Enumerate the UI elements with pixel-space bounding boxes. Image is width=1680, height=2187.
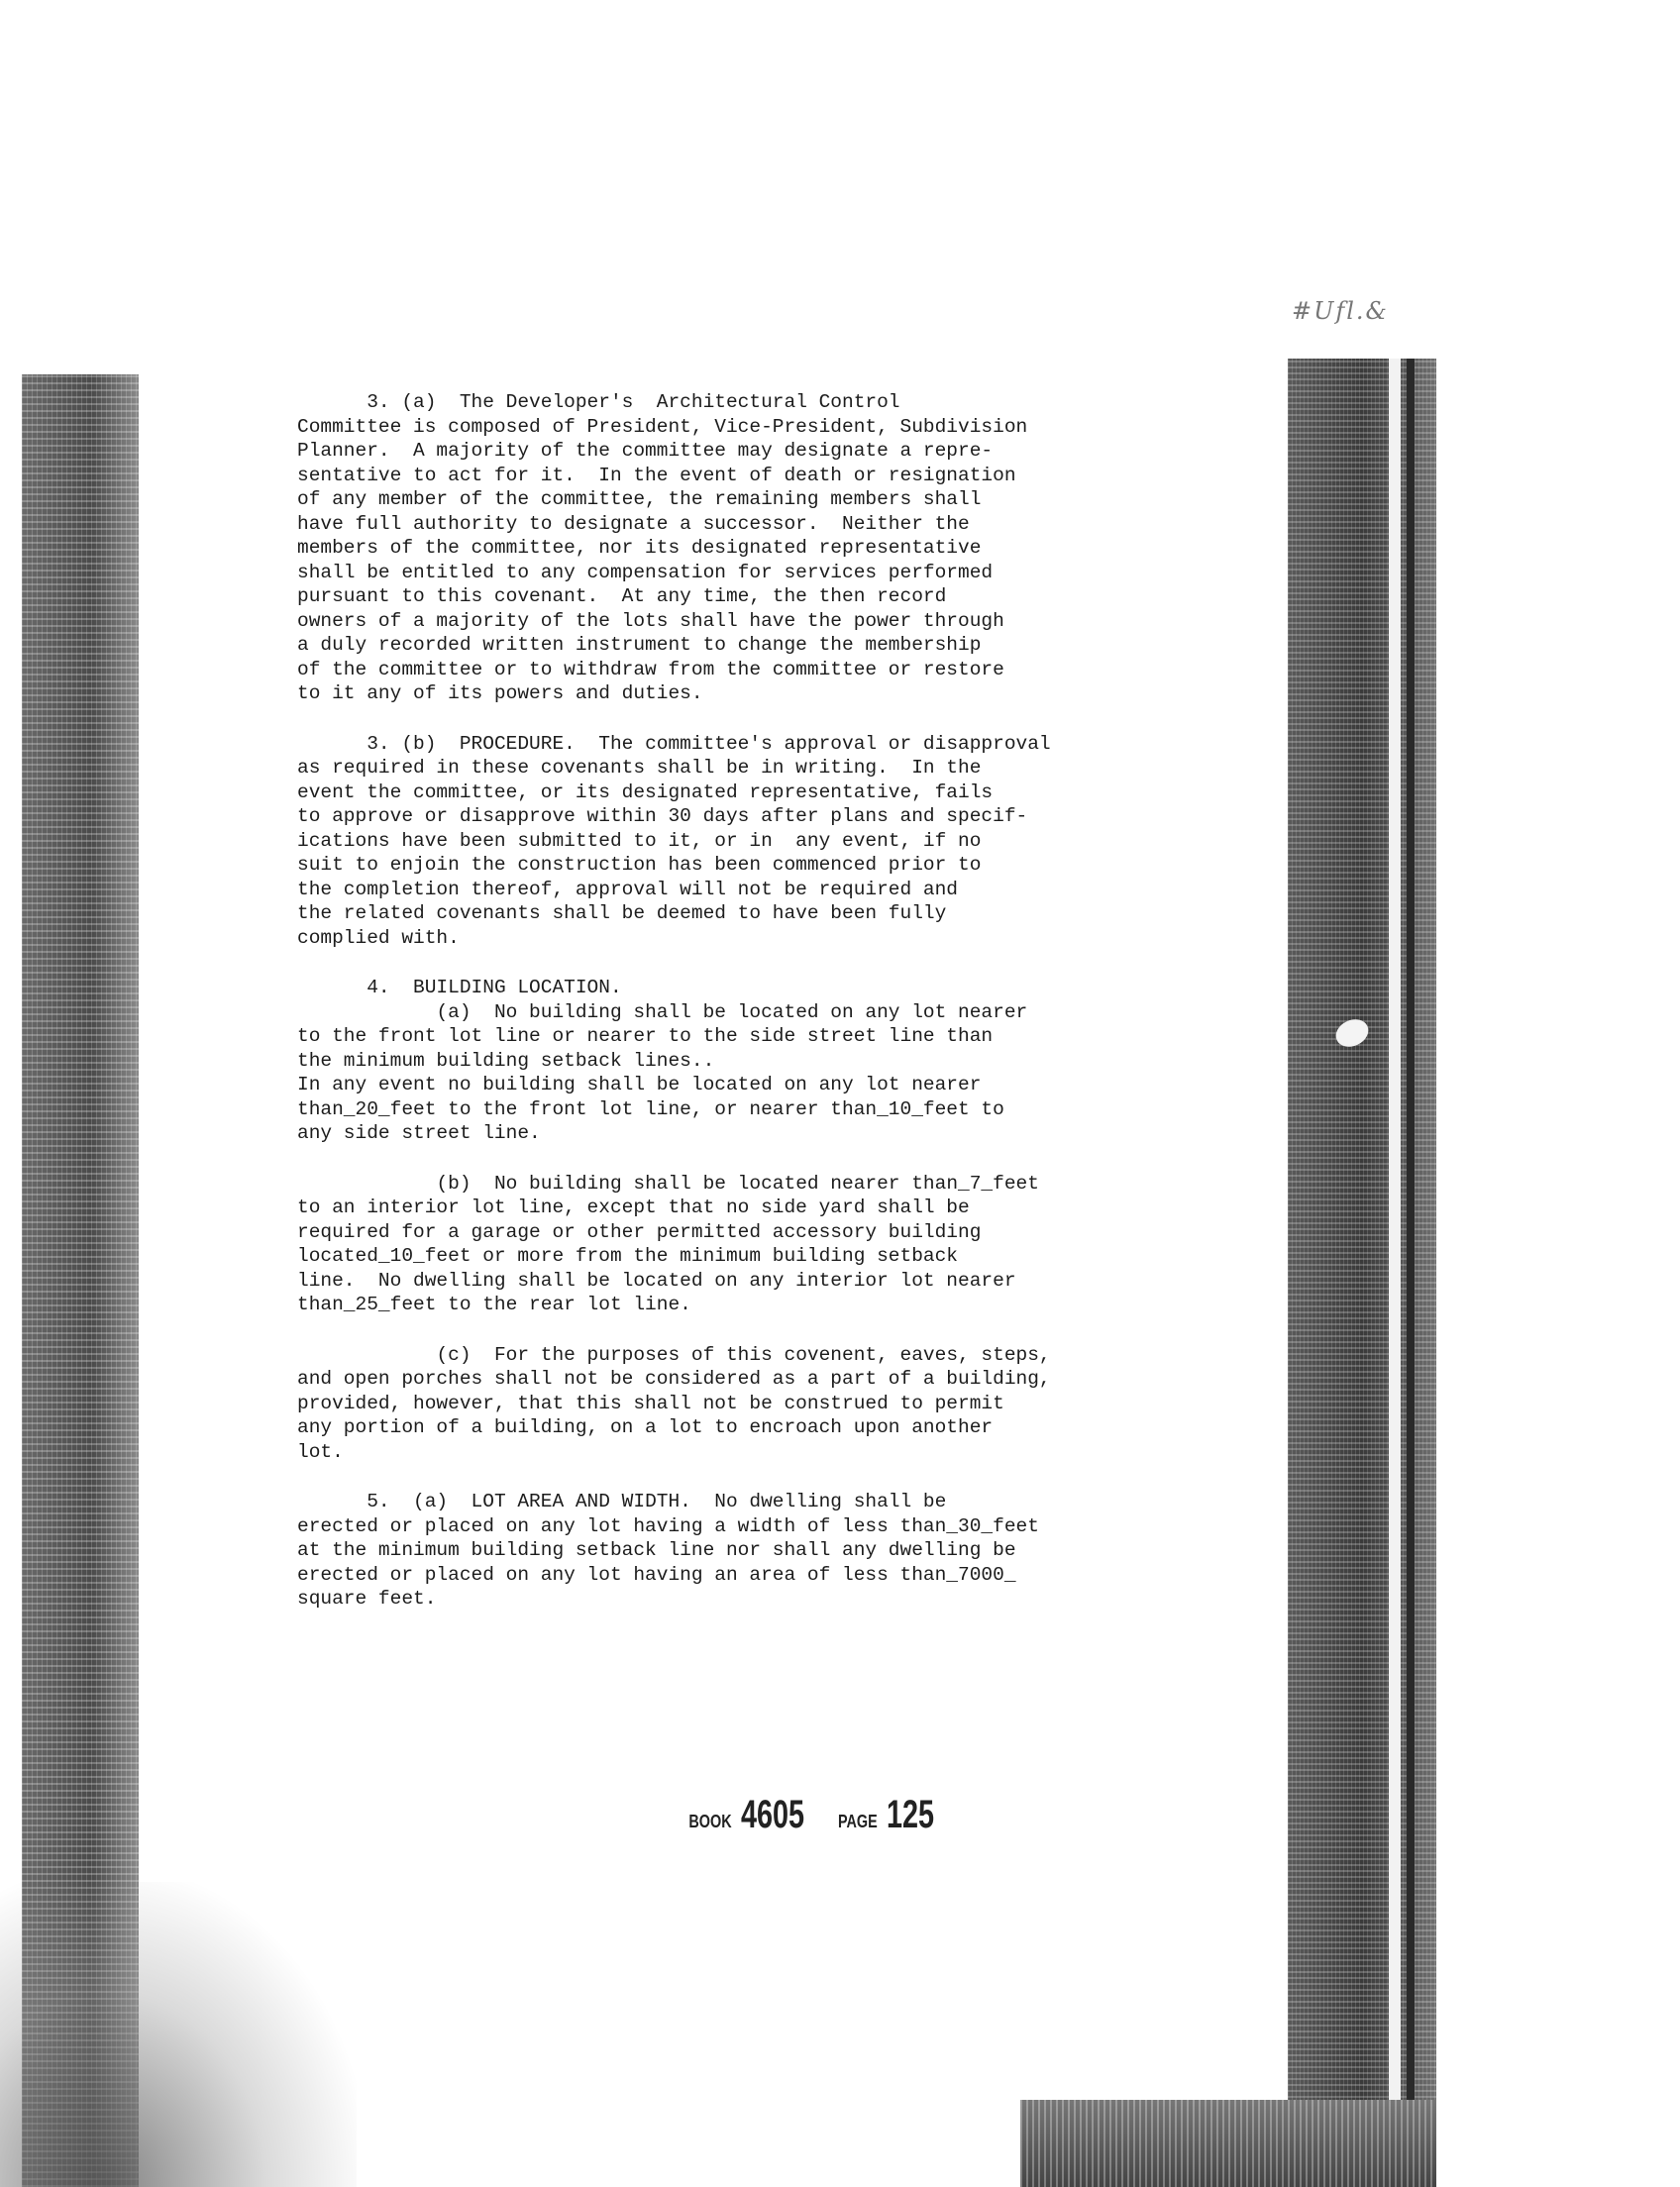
paragraph-4a: 4. BUILDING LOCATION. (a) No building shall be located on any lot nearer to the front lot line or nearer to the side street line than the minimum building setback lines.. In any event no building shall be located on any lot nearer than_20_feet to the front lot line, or nearer than_10_feet to any side street line. bbox=[297, 977, 1028, 1144]
scan-border-stripe-dark bbox=[1407, 359, 1415, 2187]
book-number: 4605 bbox=[741, 1793, 805, 1836]
paragraph-3b: 3. (b) PROCEDURE. The committee's approval or disapproval as required in these covenants shall be in writing. In the event the committee, or its designated representative, fails to approve or disapprove within 30 days after plans and specif- ications have been submitted to it, or in any event, if no suit to enjoin the construction has been commenced prior to the completion thereof, approval will not be required and the related covenants shall be deemed to have been fully complied with. bbox=[297, 732, 1051, 949]
page-number: 125 bbox=[886, 1793, 934, 1836]
scan-border-stripe bbox=[1389, 359, 1401, 2187]
scan-smudge-bottom-left bbox=[0, 1882, 357, 2187]
paragraph-5a: 5. (a) LOT AREA AND WIDTH. No dwelling shall be erected or placed on any lot having a width of less than_30_feet at the minimum building setback line nor shall any dwelling be erected or placed on any lot having an area of less than_7000_ square feet. bbox=[297, 1491, 1039, 1610]
margin-note: #Ufl.& bbox=[1292, 297, 1389, 325]
paragraph-4c: (c) For the purposes of this covenent, eaves, steps, and open porches shall not be considered as a part of a building, provided, however, that this shall not be construed to permit any portion of a building, on a lot to encroach upon another lot. bbox=[297, 1343, 1051, 1463]
scan-border-bottom bbox=[1020, 2100, 1436, 2187]
page-label: PAGE bbox=[837, 1812, 878, 1831]
paragraph-4b: (b) No building shall be located nearer than_7_feet to an interior lot line, except that no side yard shall be required for a garage or other permitted accessory building located_10_feet or more from the minimum building setback line. No dwelling shall be located on any interior lot nearer than_25_feet to the rear lot line. bbox=[297, 1172, 1039, 1315]
book-label: BOOK bbox=[688, 1812, 732, 1831]
document-body bbox=[297, 390, 1208, 1612]
book-page-stamp bbox=[683, 1793, 952, 1837]
paragraph-3a: 3. (a) The Developer's Architectural Control Committee is composed of President, Vice-President, Subdivision Planner. A majority of the committee may designate a repre- sentative to act for it. In the event of death or resignation of any member of the committee, the remaining members shall have full authority to designate a successor. Neither the members of the committee, nor its designated representative shall be entitled to any compensation for services performed pursuant to this covenant. At any time, the then record owners of a majority of the lots shall have the power through a duly recorded written instrument to change the membership of the committee or to withdraw from the committee or restore to it any of its powers and duties. bbox=[297, 391, 1028, 704]
